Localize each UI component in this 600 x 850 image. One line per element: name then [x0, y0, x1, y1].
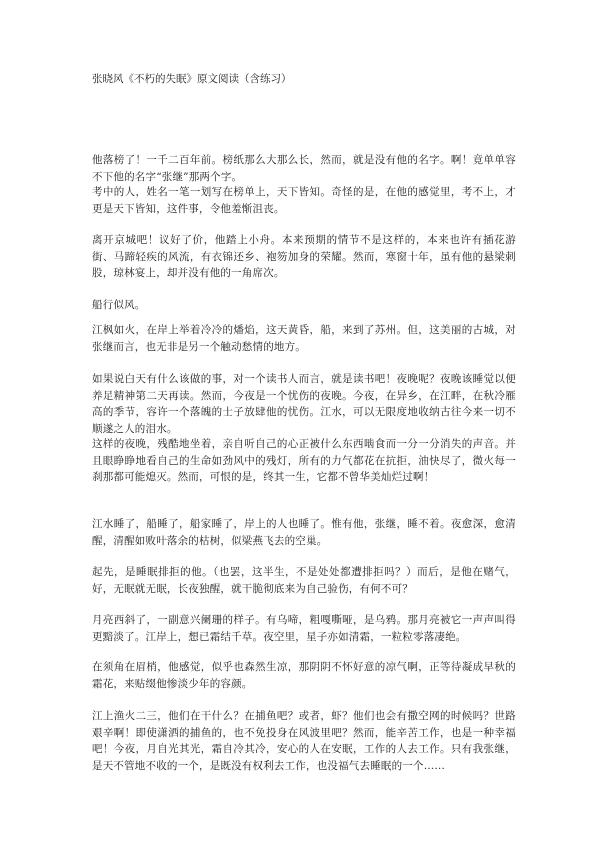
- paragraph-3: 离开京城吧！议好了价，他踏上小舟。本来预期的情节不是这样的，本来也许有插花游街、马蹄轻疾的风流，有衣锦还乡、袍笏加身的荣耀。然而，寒窗十年，虽有他的悬梁刺股，琼林宴上，却并没有他的一角席次。: [92, 234, 516, 279]
- paragraph-6: 如果说白天有什么该做的事，对一个读书人而言，就是读书吧！夜晚呢？夜晚该睡觉以便养足精神第二天再读。然而，今夜是一个忧伤的夜晚。今夜，在异乡，在江畔，在秋冷雁高的季节，容许一个落魄的士子放肆他的忧伤。江水，可以无限度地收纳古往今来一切不顺遂之人的泪水。: [92, 373, 516, 435]
- paragraph-9: 起先，是睡眠排拒的他。（也罢，这半生，不是处处都遭排拒吗？）而后，是他在赌气，好，无眠就无眠，长夜独醒，就干脆彻底来为自己验伤，有何不可？: [92, 566, 516, 595]
- paragraph-8: 江水睡了，船睡了，船家睡了，岸上的人也睡了。惟有他，张继，睡不着。夜愈深，愈清醒，清醒如败叶落余的枯树，似梁燕飞去的空巢。: [92, 518, 516, 547]
- paragraph-10: 月亮西斜了，一副意兴阑珊的样子。有乌啼，粗嘎嘶哑，是乌鸦。那月亮被它一声声叫得更黯淡了。江岸上，想已霜结千草。夜空里，星子亦如清霜，一粒粒零落凄绝。: [92, 614, 516, 643]
- paragraph-11: 在须角在眉梢，他感觉，似乎也森然生凉，那阴阴不怀好意的凉气啊，正等待凝成早秋的霜花，来贴缀他惨淡少年的容颜。: [92, 661, 516, 690]
- paragraph-7: 这样的夜晚，残酷地坐着，亲自听自己的心正被什么东西啮食而一分一分消失的声音。并且眼睁睁地看自己的生命如劲风中的残灯，所有的力气都花在抗拒，油快尽了，微火每一刹那都可能熄灭。然而，可恨的是，终其一生，它都不曾华美灿烂过啊！: [92, 438, 516, 483]
- document-title: 张晓风《不朽的失眠》原文阅读（含练习）: [92, 73, 292, 85]
- paragraph-5: 江枫如火，在岸上举着冷冷的燔焰，这天黄昏，船，来到了苏州。但，这美丽的古城，对张继而言，也无非是另一个触动愁情的地方。: [92, 324, 516, 353]
- paragraph-4: 船行似风。: [92, 299, 146, 311]
- paragraph-2: 考中的人，姓名一笔一划写在榜单上，天下皆知。奇怪的是，在他的感觉里，考不上，才更是天下皆知，这件事，令他羞惭沮丧。: [92, 186, 516, 215]
- paragraph-1: 他落榜了！一千二百年前。榜纸那么大那么长，然而，就是没有他的名字。啊！竟单单容不下他的名字“张继”那两个字。: [92, 154, 516, 183]
- paragraph-12: 江上渔火二三，他们在干什么？在捕鱼吧？或者，虾？他们也会有撒空网的时候吗？世路艰辛啊！即使潇洒的捕鱼的，也不免投身在风波里吧？然而，能辛苦工作，也是一种幸福吧！今夜，月自光其光，霜自冷其冷，安心的人在安眠，工作的人去工作。只有我张继，是天不管地不收的一个，是既没有权利去工作，也没福气去睡眠的一个……: [92, 710, 516, 772]
